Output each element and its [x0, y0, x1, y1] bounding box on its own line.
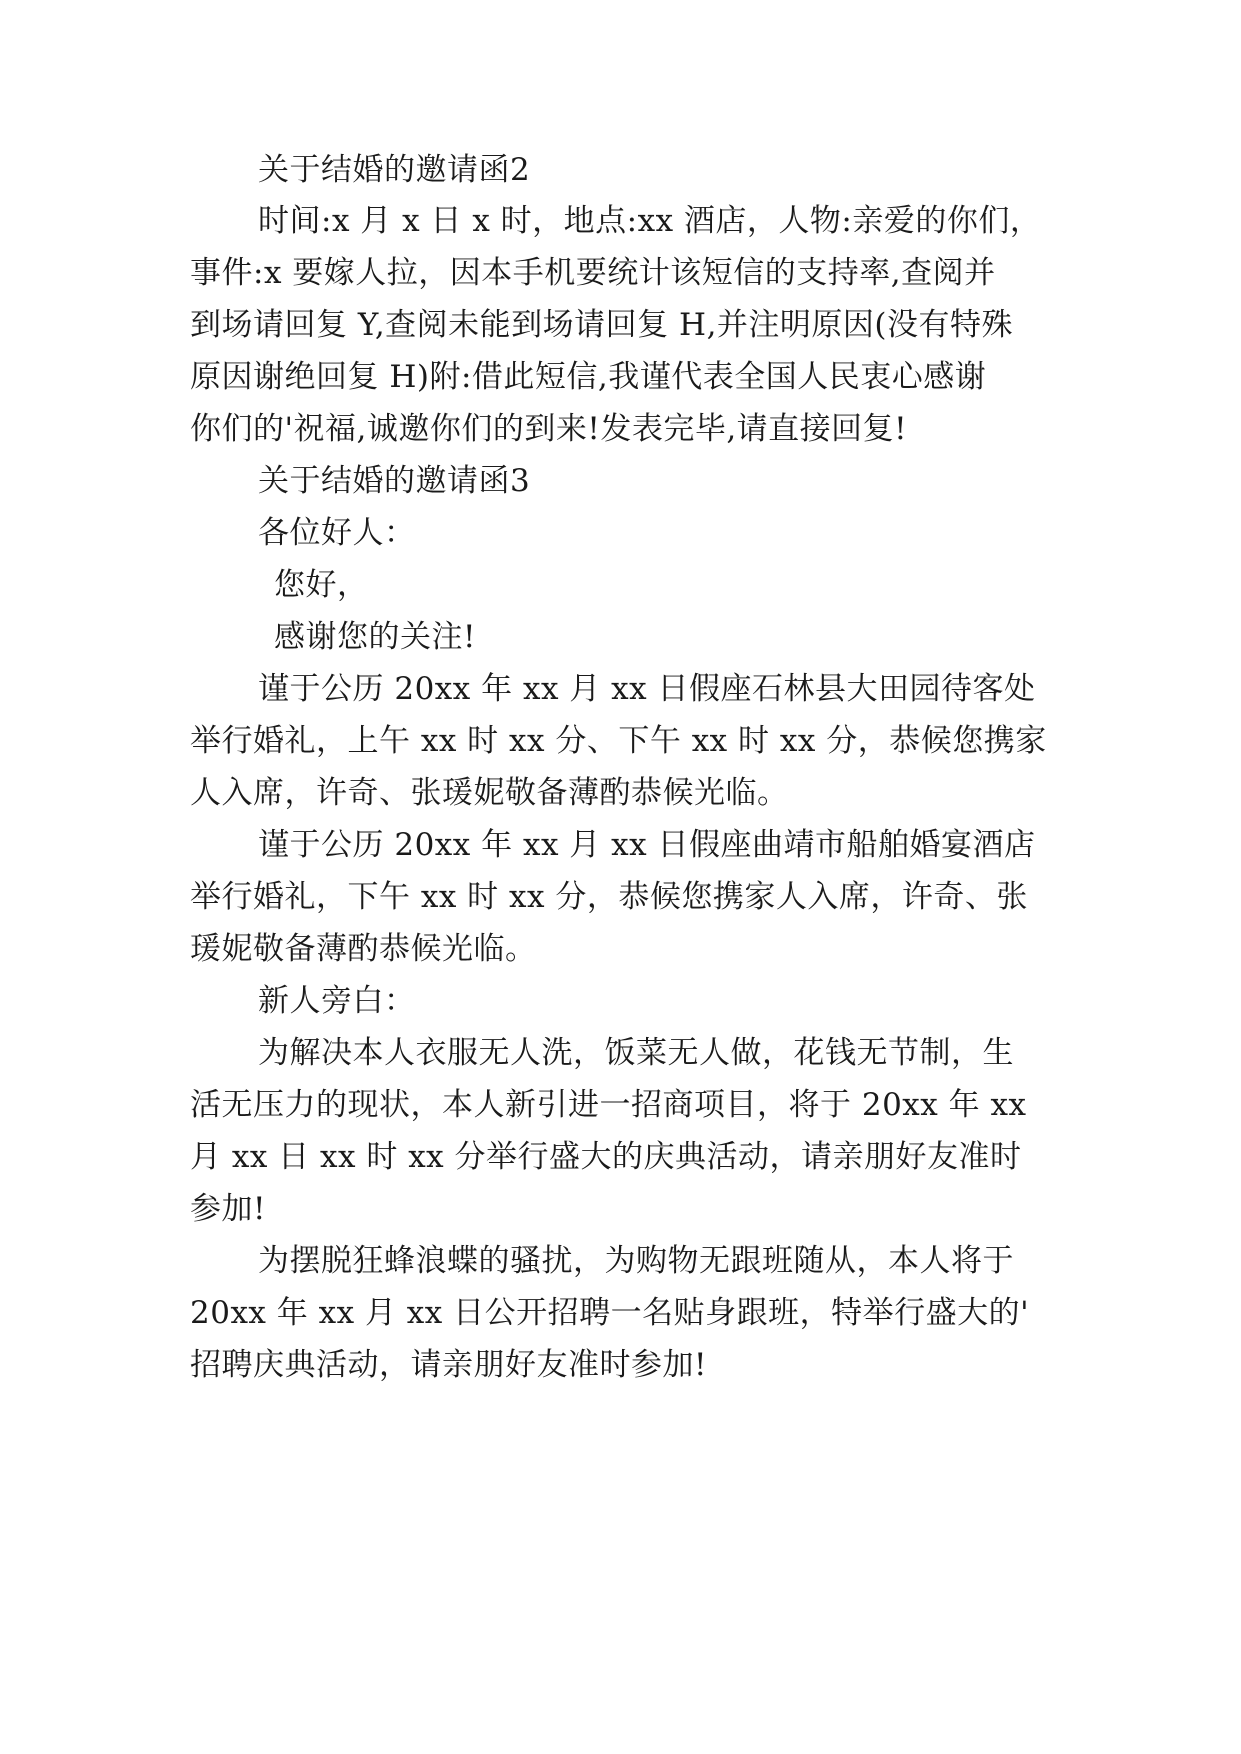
paragraph-line: 举行婚礼，上午 xx 时 xx 分、下午 xx 时 xx 分，恭候您携家 [190, 723, 1047, 759]
paragraph-line: 你们的'祝福,诚邀你们的到来!发表完毕,请直接回复! [190, 411, 908, 447]
paragraph-line: 20xx 年 xx 月 xx 日公开招聘一名贴身跟班，特举行盛大的' [190, 1295, 1030, 1331]
heading-invitation-2: 关于结婚的邀请函2 [258, 152, 531, 188]
paragraph-line: 参加! [190, 1191, 266, 1227]
paragraph-line: 谨于公历 20xx 年 xx 月 xx 日假座石林县大田园待客处 [258, 671, 1036, 707]
thanks-line: 感谢您的关注! [274, 619, 476, 655]
paragraph-line: 原因谢绝回复 H)附:借此短信,我谨代表全国人民衷心感谢 [190, 359, 987, 395]
paragraph-line: 为摆脱狂蜂浪蝶的骚扰，为购物无跟班随从，本人将于 [258, 1243, 1014, 1279]
paragraph-line: 到场请回复 Y,查阅未能到场请回复 H,并注明原因(没有特殊 [190, 307, 1014, 343]
paragraph-line: 招聘庆典活动，请亲朋好友准时参加! [190, 1347, 707, 1383]
salutation: 各位好人： [258, 515, 416, 551]
paragraph-line: 月 xx 日 xx 时 xx 分举行盛大的庆典活动，请亲朋好友准时 [190, 1139, 1022, 1175]
paragraph-line: 时间:x 月 x 日 x 时，地点:xx 酒店，人物:亲爱的你们， [258, 203, 1042, 239]
paragraph-line: 事件:x 要嫁人拉，因本手机要统计该短信的支持率,查阅并 [190, 255, 996, 291]
paragraph-line: 为解决本人衣服无人洗，饭菜无人做，花钱无节制，生 [258, 1035, 1014, 1071]
paragraph-line: 举行婚礼，下午 xx 时 xx 分，恭候您携家人入席，许奇、张 [190, 879, 1028, 915]
heading-invitation-3: 关于结婚的邀请函3 [258, 463, 531, 499]
paragraph-line: 人入席，许奇、张瑗妮敬备薄酌恭候光临。 [190, 775, 789, 811]
paragraph-line: 瑗妮敬备薄酌恭候光临。 [190, 931, 537, 967]
paragraph-line: 谨于公历 20xx 年 xx 月 xx 日假座曲靖市船舶婚宴酒店 [258, 827, 1036, 863]
greeting: 您好， [274, 567, 369, 603]
paragraph-line: 活无压力的现状，本人新引进一招商项目，将于 20xx 年 xx [190, 1087, 1027, 1123]
section-label: 新人旁白： [258, 983, 416, 1019]
